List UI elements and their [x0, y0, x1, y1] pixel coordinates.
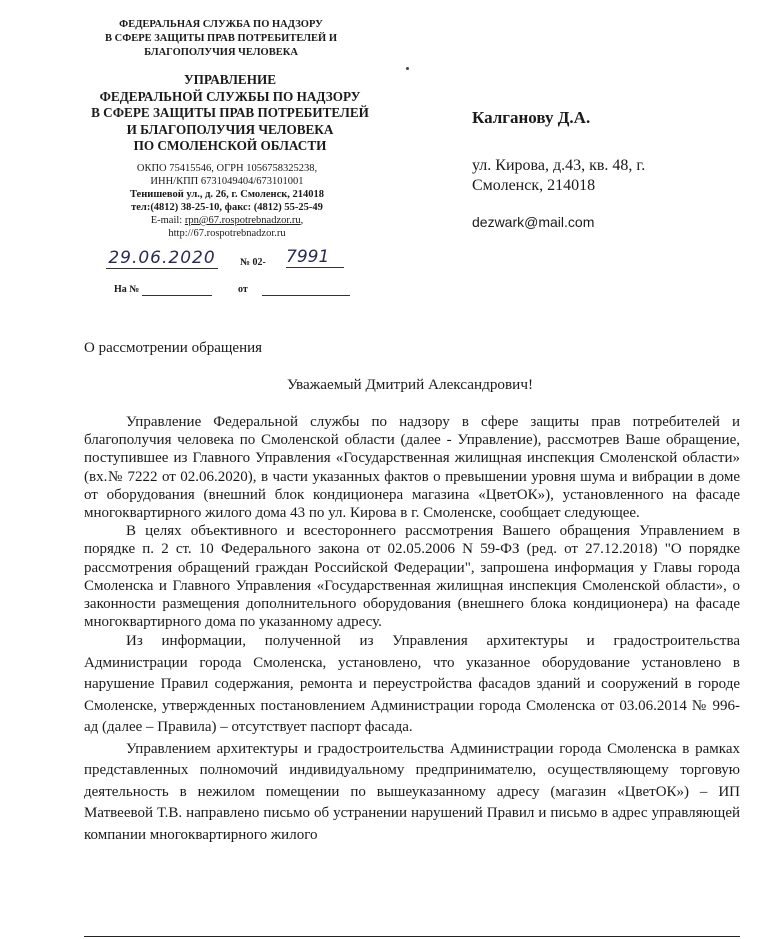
- recipient-name: Калганову Д.А.: [472, 108, 591, 127]
- email-label: E-mail:: [150, 215, 185, 226]
- website-link[interactable]: http://67.rospotrebnadzor.ru: [168, 228, 286, 239]
- email-suffix: ,: [300, 215, 304, 226]
- page-bottom-edge: [84, 936, 740, 937]
- reference-line: [114, 284, 354, 298]
- department-line: ФЕДЕРАЛЬНОЙ СЛУЖБЫ ПО НАДЗОРУ: [99, 88, 361, 104]
- registration-date: 29.06.2020: [106, 248, 218, 269]
- body-paragraph: Из информации, полученной из Управления архитектуры и градостроительства Администрации города Смоленска, установлено, что указанное оборудование установлено в нарушение Правил содержания, ремонта и переустройства фасадов зданий и сооружений в городе Смоленске, утвержденных постановлением Администрации города Смоленска от 03.06.2014 № 996-ад (далее – Правила) – отсутствует паспорт фасада.: [84, 633, 740, 736]
- agency-name: [96, 18, 346, 60]
- department-line: ПО СМОЛЕНСКОЙ ОБЛАСТИ: [133, 138, 327, 153]
- registration-number-label: № 02-: [240, 257, 266, 268]
- department-line: И БЛАГОПОЛУЧИЯ ЧЕЛОВЕКА: [126, 121, 334, 137]
- letter-subject: О рассмотрении обращения: [84, 340, 263, 356]
- reference-date-label: от: [238, 284, 248, 295]
- department-line: В СФЕРЕ ЗАЩИТЫ ПРАВ ПОТРЕБИТЕЛЕЙ: [91, 105, 369, 120]
- reference-number-blank: [142, 295, 212, 296]
- body-paragraph: Управлением архитектуры и градостроительства Администрации города Смоленска в рамках представленных полномочий индивидуальному предпринимателю, осуществляющему торговую деятельность в нежилом помещении по вышеуказанному адресу (магазин «ЦветОК») – ИП Матвеевой Т.В. направлено письмо об устранении нарушений Правил и письмо в адрес управляющей компании многоквартирного жилого: [84, 740, 740, 843]
- email-line: [88, 214, 366, 227]
- recipient-address-line: Смоленск, 214018: [472, 177, 596, 194]
- letter-body: [84, 413, 740, 846]
- department-name: [70, 72, 390, 155]
- registration-line: [100, 248, 360, 272]
- reference-date-blank: [262, 295, 350, 296]
- scan-speck: [406, 67, 409, 70]
- agency-line: В СФЕРЕ ЗАЩИТЫ ПРАВ ПОТРЕБИТЕЛЕЙ И: [104, 33, 337, 44]
- address-line: Тенишевой ул., д. 26, г. Смоленск, 214018: [129, 189, 325, 200]
- recipient-address-line: ул. Кирова, д.43, кв. 48, г.: [472, 157, 646, 174]
- agency-line: ФЕДЕРАЛЬНАЯ СЛУЖБА ПО НАДЗОРУ: [119, 19, 323, 30]
- recipient-block: [472, 108, 752, 230]
- inn-line: ИНН/КПП 6731049404/673101001: [150, 176, 304, 187]
- agency-line: БЛАГОПОЛУЧИЯ ЧЕЛОВЕКА: [144, 47, 298, 58]
- okpo-line: ОКПО 75415546, ОГРН 1056758325238,: [136, 163, 318, 174]
- recipient-address: [472, 156, 752, 196]
- body-paragraph: В целях объективного и всестороннего рассмотрения Вашего обращения Управлением в порядке п. 2 ст. 10 Федерального закона от 02.05.2006 N 59-ФЗ (ред. от 27.12.2018) "О порядке рассмотрения обращений граждан Российской Федерации", запрошена информация у Главы города Смоленска и Главного Управления «Государственная жилищная инспекция Смоленской области», о законности размещения дополнительного оборудования (внешнего блока кондиционера) на фасаде многоквартирного дома по указанному адресу.: [84, 523, 740, 631]
- salutation: Уважаемый Дмитрий Александрович!: [286, 376, 534, 393]
- department-email-link[interactable]: rpn@67.rospotrebnadzor.ru: [184, 215, 301, 226]
- body-paragraph: Управление Федеральной службы по надзору в сфере защиты прав потребителей и благополучия человека по Смоленской области (далее - Управление), рассмотрев Ваше обращение, поступившее из Главного Управления «Государственная жилищная инспекция Смоленской области» (вх.№ 7222 от 02.06.2020), в части указанных фактов о превышении уровня шума и вибрации в доме от оборудования (внешний блок кондиционера магазина «ЦветОК»), установленного на фасаде многоквартирного жилого дома 43 по ул. Кирова в г. Смоленске, сообщает следующее.: [84, 414, 740, 522]
- recipient-email[interactable]: dezwark@mail.com: [472, 214, 595, 230]
- department-requisites: [88, 162, 366, 240]
- registration-number: 7991: [286, 247, 344, 268]
- phone-line: тел:(4812) 38-25-10, факс: (4812) 55-25-49: [131, 202, 323, 213]
- department-line: УПРАВЛЕНИЕ: [183, 72, 277, 87]
- reference-number-label: На №: [114, 284, 140, 295]
